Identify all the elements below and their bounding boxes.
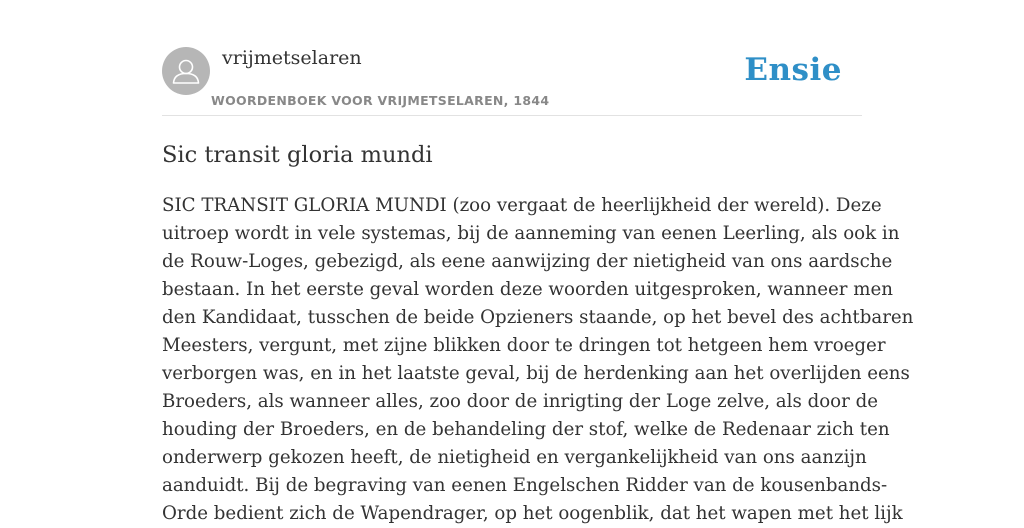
source-subtitle: WOORDENBOEK VOOR VRIJMETSELAREN, 1844 xyxy=(211,93,550,108)
entry-page xyxy=(162,0,914,524)
body-line: houding der Broeders, en de behandeling der stof, welke de Redenaar zich ten xyxy=(162,419,890,440)
entry-body xyxy=(162,192,914,528)
entry-header xyxy=(162,0,862,116)
body-line: SIC TRANSIT GLORIA MUNDI (zoo vergaat de heerlijkheid der wereld). Deze xyxy=(162,195,882,216)
user-silhouette-icon xyxy=(162,47,210,95)
source-avatar[interactable] xyxy=(162,47,210,95)
body-line: Broeders, als wanneer alles, zoo door de inrigting der Loge zelve, als door de xyxy=(162,391,878,412)
body-line: bestaan. In het eerste geval worden deze woorden uitgesproken, wanneer men xyxy=(162,279,893,300)
body-line: Meesters, vergunt, met zijne blikken door te dringen tot hetgeen hem vroeger xyxy=(162,335,886,356)
body-line: uitroep wordt in vele systemas, bij de aanneming van eenen Leerling, als ook in xyxy=(162,223,900,244)
body-line: de Rouw-Loges, gebezigd, als eene aanwijzing der nietigheid van ons aardsche xyxy=(162,251,893,272)
source-name-link[interactable]: vrijmetselaren xyxy=(222,47,362,69)
body-line: den Kandidaat, tusschen de beide Opzieners staande, op het bevel des achtbaren xyxy=(162,307,914,328)
body-line: verborgen was, en in het laatste geval, bij de herdenking aan het overlijden eens xyxy=(162,363,910,384)
ensie-logo[interactable]: Ensie xyxy=(744,52,842,88)
body-line: onderwerp gekozen heeft, de nietigheid en vergankelijkheid van ons aanzijn xyxy=(162,447,867,468)
entry-title: Sic transit gloria mundi xyxy=(162,142,433,168)
body-line: Orde bedient zich de Wapendrager, op het oogenblik, dat het wapen met het lijk xyxy=(162,503,903,524)
body-line: aanduidt. Bij de begraving van eenen Engelschen Ridder van de kousenbands- xyxy=(162,475,888,496)
